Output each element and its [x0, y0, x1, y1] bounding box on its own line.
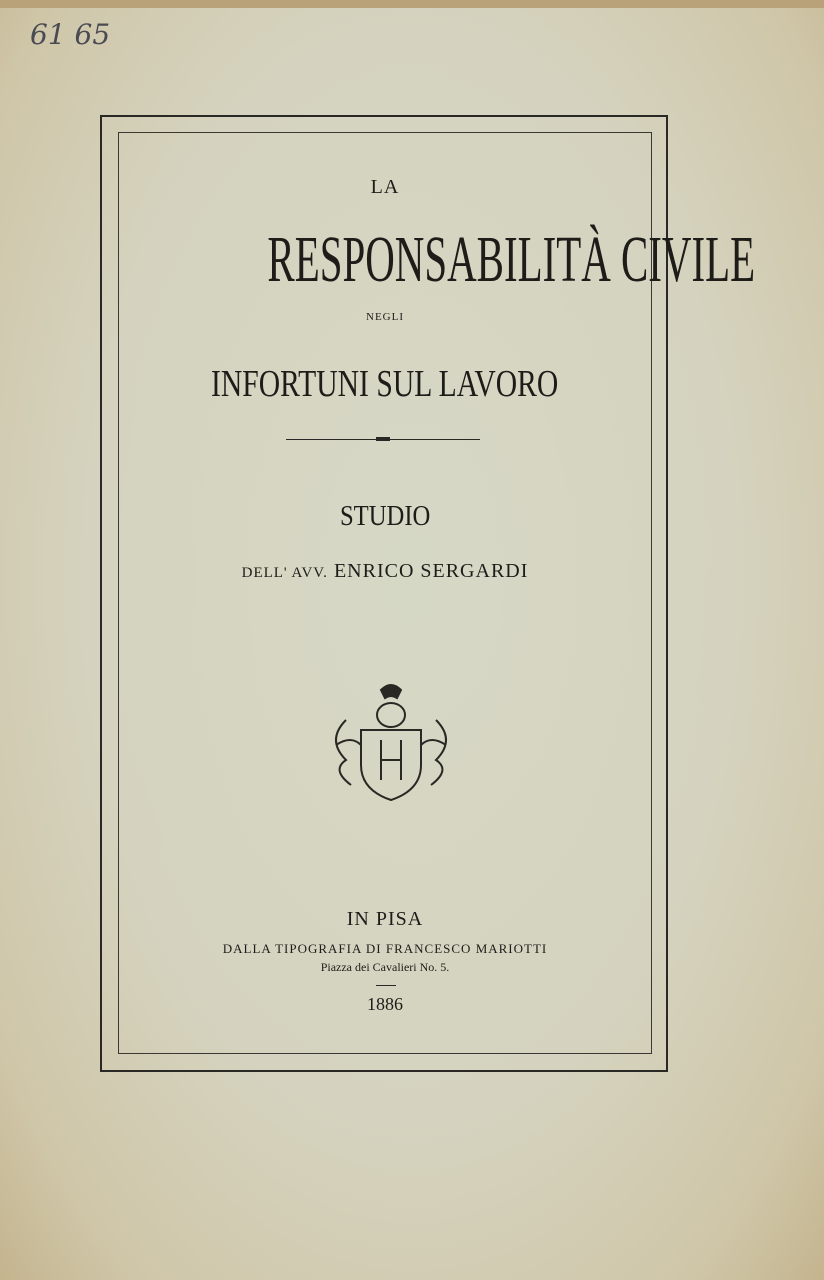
title-connector: NEGLI: [366, 311, 404, 323]
genre: STUDIO: [339, 500, 431, 532]
imprint-printer: DALLA TIPOGRAFIA DI FRANCESCO MARIOTTI: [222, 941, 548, 956]
imprint-rule: [376, 985, 396, 986]
title-article: LA: [370, 176, 400, 198]
title: RESPONSABILITÀ CIVILE: [267, 223, 756, 296]
coat-of-arms-emblem: [326, 680, 456, 812]
author-name: ENRICO SERGARDI: [333, 560, 529, 582]
imprint-place: IN PISA: [346, 908, 424, 930]
author-prefix: DELL' AVV.: [241, 565, 328, 581]
handwritten-note: 61 65: [30, 18, 111, 51]
imprint-address: Piazza dei Cavalieri No. 5.: [320, 960, 450, 974]
subtitle: INFORTUNI SUL LAVORO: [211, 363, 559, 405]
divider-ornament: [376, 437, 390, 441]
paper-edge: [0, 0, 824, 8]
author-line: [118, 560, 652, 583]
imprint-year: 1886: [367, 994, 403, 1014]
